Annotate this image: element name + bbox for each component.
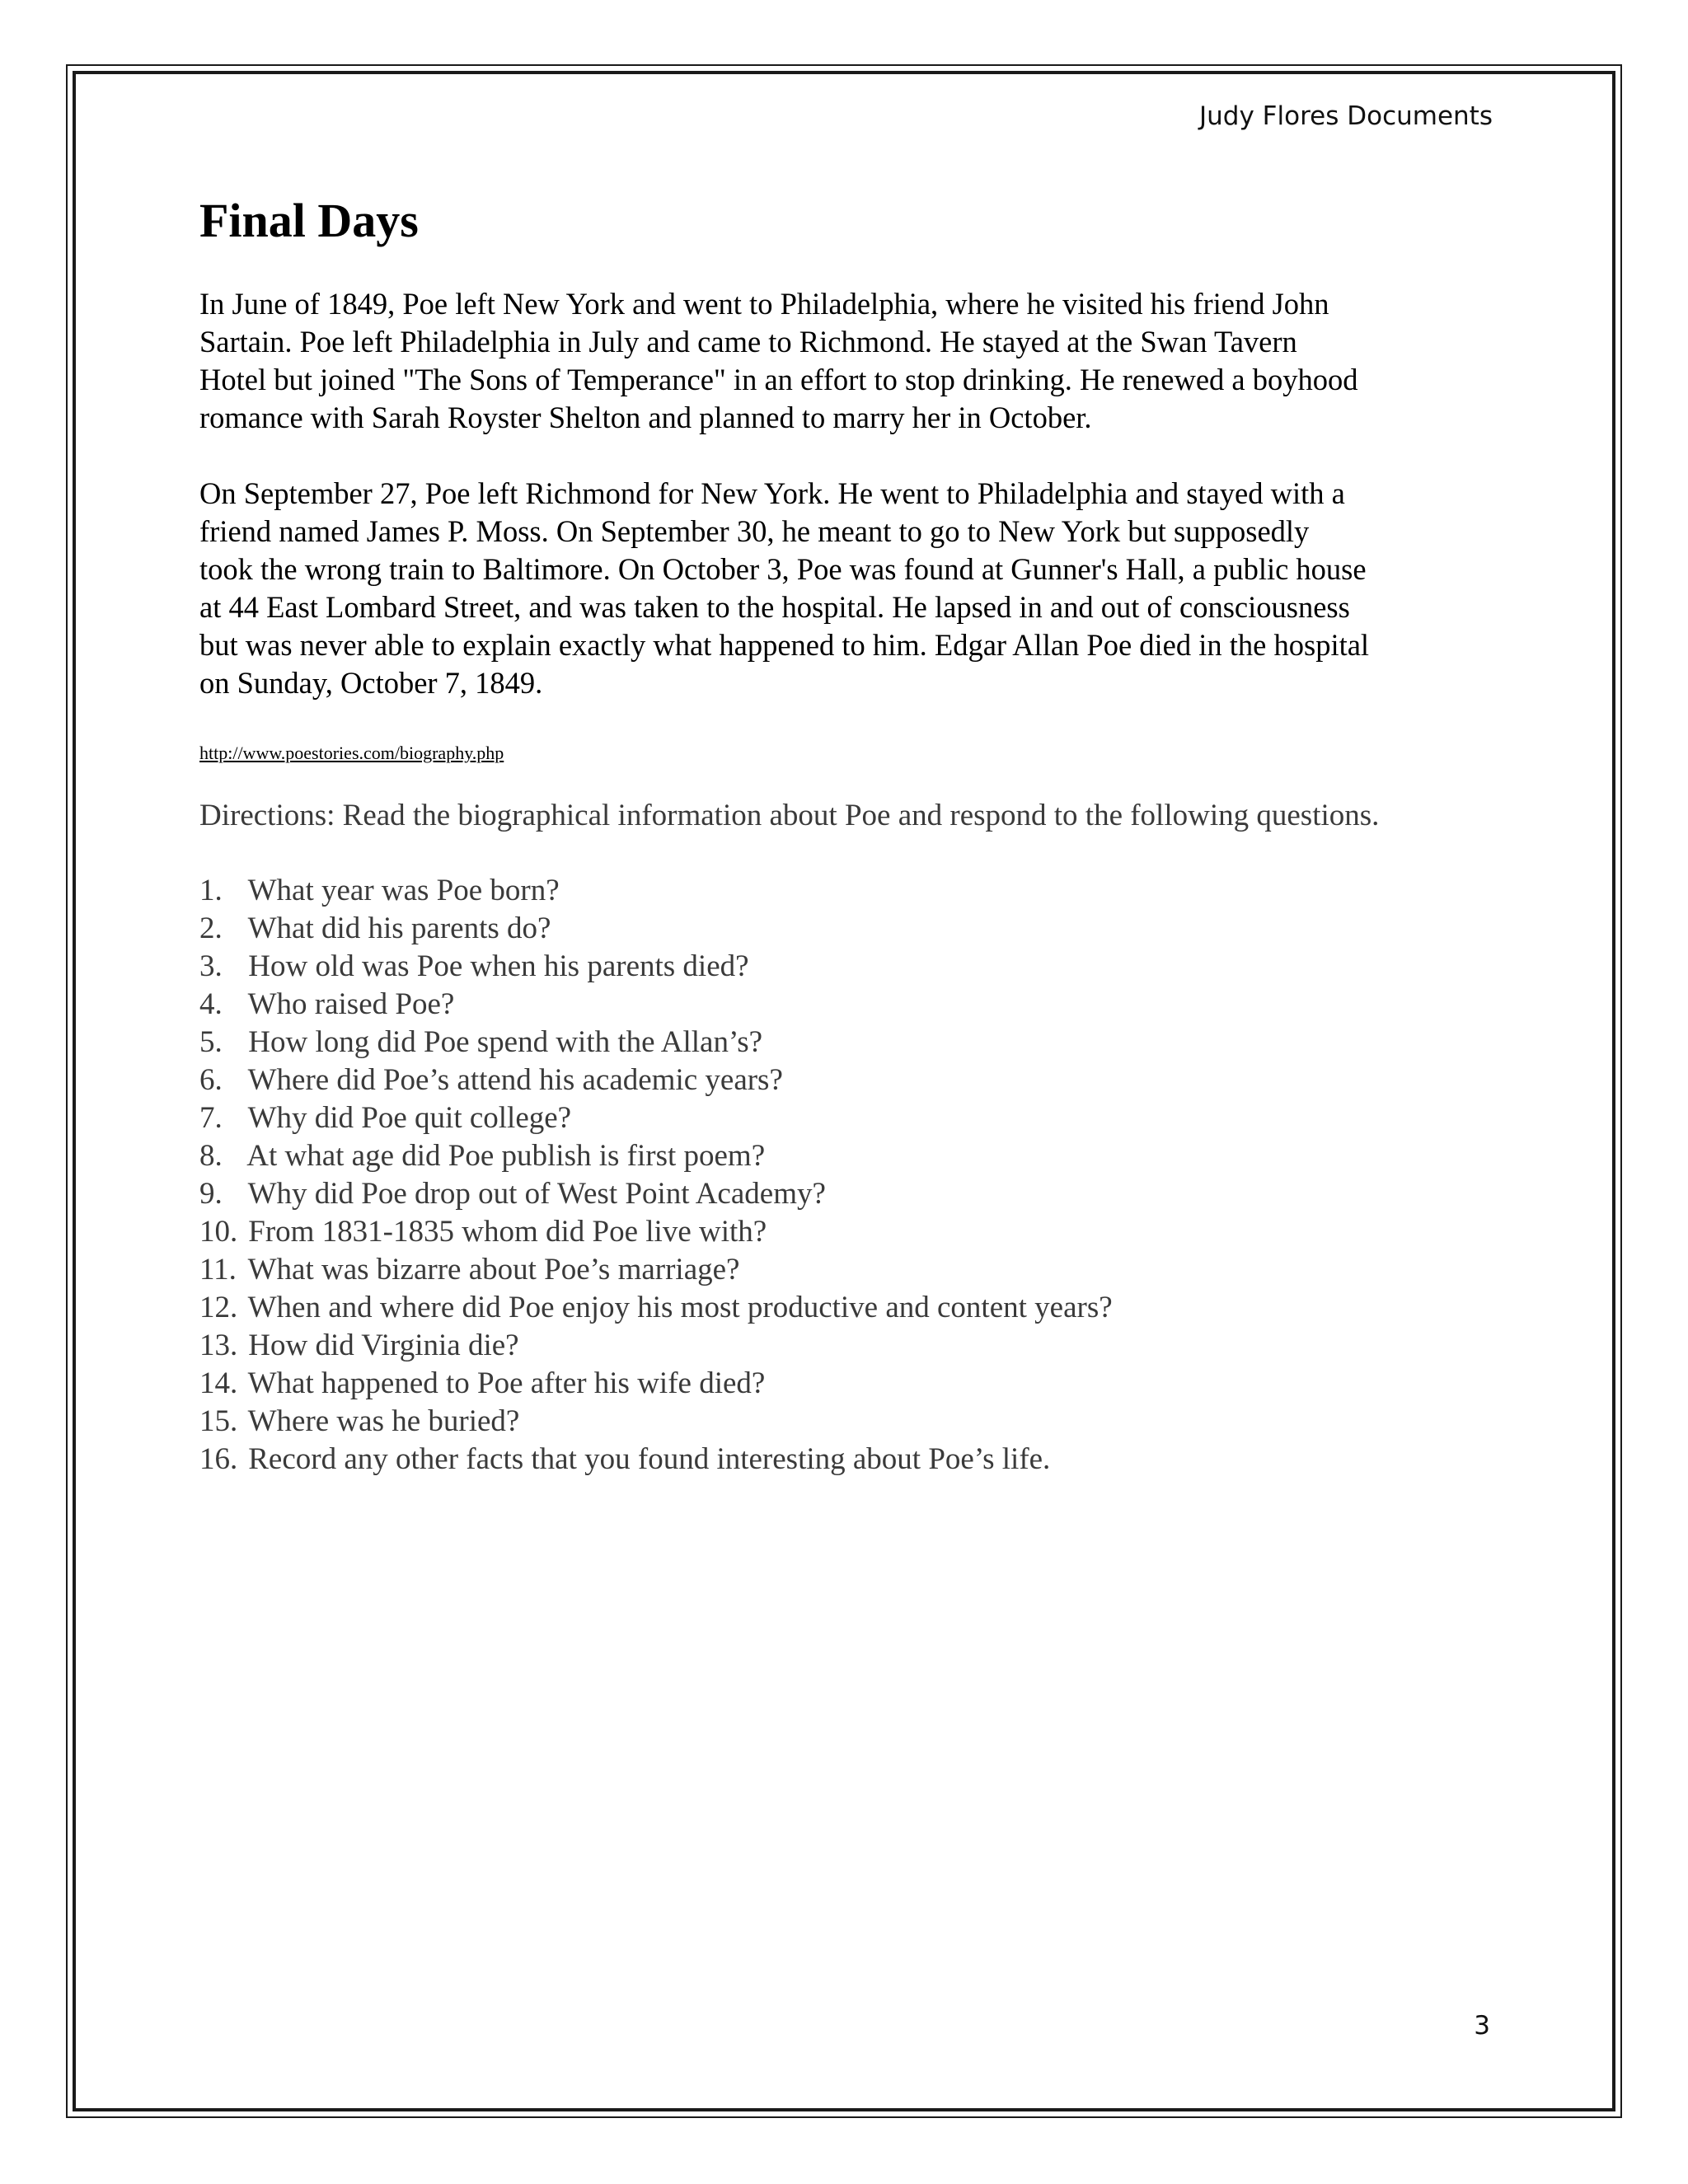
question-number: 11. bbox=[199, 1252, 237, 1286]
question-text: Where was he buried? bbox=[247, 1404, 520, 1438]
question-number: 2. bbox=[199, 911, 223, 945]
question-text: What happened to Poe after his wife died? bbox=[247, 1366, 766, 1400]
question-text: Why did Poe quit college? bbox=[247, 1100, 572, 1135]
question-item bbox=[199, 1327, 1493, 1365]
question-item bbox=[199, 1403, 1493, 1441]
question-item bbox=[199, 948, 1493, 986]
question-item bbox=[199, 910, 1493, 948]
question-text: From 1831-1835 whom did Poe live with? bbox=[248, 1214, 767, 1249]
header-text: Judy Flores Documents bbox=[1199, 101, 1493, 131]
question-number: 13. bbox=[199, 1328, 238, 1362]
question-number: 9. bbox=[199, 1176, 223, 1211]
question-text: At what age did Poe publish is first poem? bbox=[246, 1138, 766, 1173]
question-text: Why did Poe drop out of West Point Academy? bbox=[247, 1176, 826, 1211]
questions-list bbox=[199, 872, 1493, 1479]
question-number: 14. bbox=[199, 1366, 238, 1400]
question-number: 15. bbox=[199, 1404, 238, 1438]
question-number: 8. bbox=[199, 1138, 223, 1173]
question-number: 6. bbox=[199, 1062, 223, 1097]
question-text: Who raised Poe? bbox=[247, 987, 455, 1021]
question-item bbox=[199, 1213, 1493, 1251]
directions-text: Directions: Read the biographical information about Poe and respond to the following questions. bbox=[199, 798, 1380, 832]
paragraph-2: On September 27, Poe left Richmond for New York. He went to Philadelphia and stayed with a friend named James P. Moss. On September 30, he meant to go to New York but supposedly took the wrong train to Baltimore. On October 3, Poe was found at Gunner's Hall, a public house at 44 East Lombard Street, and was taken to the hospital. He lapsed in and out of consciousness but was never able to explain exactly what happened to him. Edgar Allan Poe died in the hospital on Sunday, October 7, 1849. bbox=[199, 476, 1370, 700]
question-text: How long did Poe spend with the Allan’s? bbox=[248, 1024, 763, 1059]
question-text: What year was Poe born? bbox=[247, 873, 560, 907]
question-text: Where did Poe’s attend his academic years? bbox=[247, 1062, 783, 1097]
question-item bbox=[199, 1137, 1493, 1175]
question-text: What was bizarre about Poe’s marriage? bbox=[247, 1252, 740, 1286]
question-number: 10. bbox=[199, 1214, 238, 1249]
question-item bbox=[199, 1062, 1493, 1099]
question-text: What did his parents do? bbox=[247, 911, 551, 945]
question-item bbox=[199, 872, 1493, 910]
question-item bbox=[199, 1099, 1493, 1137]
question-number: 16. bbox=[199, 1441, 238, 1476]
question-number: 3. bbox=[199, 949, 223, 983]
question-number: 5. bbox=[199, 1024, 223, 1059]
question-item bbox=[199, 1251, 1493, 1289]
question-text: How did Virginia die? bbox=[248, 1328, 519, 1362]
question-number: 12. bbox=[199, 1290, 238, 1324]
question-item bbox=[199, 1441, 1493, 1479]
question-item bbox=[199, 986, 1493, 1024]
question-text: Record any other facts that you found interesting about Poe’s life. bbox=[248, 1441, 1051, 1476]
question-item bbox=[199, 1175, 1493, 1213]
page-number: 3 bbox=[1474, 2011, 1490, 2041]
document-body bbox=[199, 194, 1493, 1479]
question-item bbox=[199, 1024, 1493, 1062]
question-number: 1. bbox=[199, 873, 223, 907]
question-item bbox=[199, 1289, 1493, 1327]
question-number: 7. bbox=[199, 1100, 223, 1135]
source-link[interactable]: http://www.poestories.com/biography.php bbox=[199, 742, 504, 763]
page-title: Final Days bbox=[199, 194, 419, 247]
paragraph-1: In June of 1849, Poe left New York and went to Philadelphia, where he visited his friend John Sartain. Poe left Philadelphia in July and came to Richmond. He stayed at the Swan Tavern Hotel but joined "The Sons of Temperance" in an effort to stop drinking. He renewed a boyhood romance with Sarah Royster Shelton and planned to marry her in October. bbox=[199, 286, 1358, 434]
question-item bbox=[199, 1365, 1493, 1403]
question-text: How old was Poe when his parents died? bbox=[248, 949, 749, 983]
question-number: 4. bbox=[199, 987, 223, 1021]
question-text: When and where did Poe enjoy his most productive and content years? bbox=[247, 1290, 1113, 1324]
